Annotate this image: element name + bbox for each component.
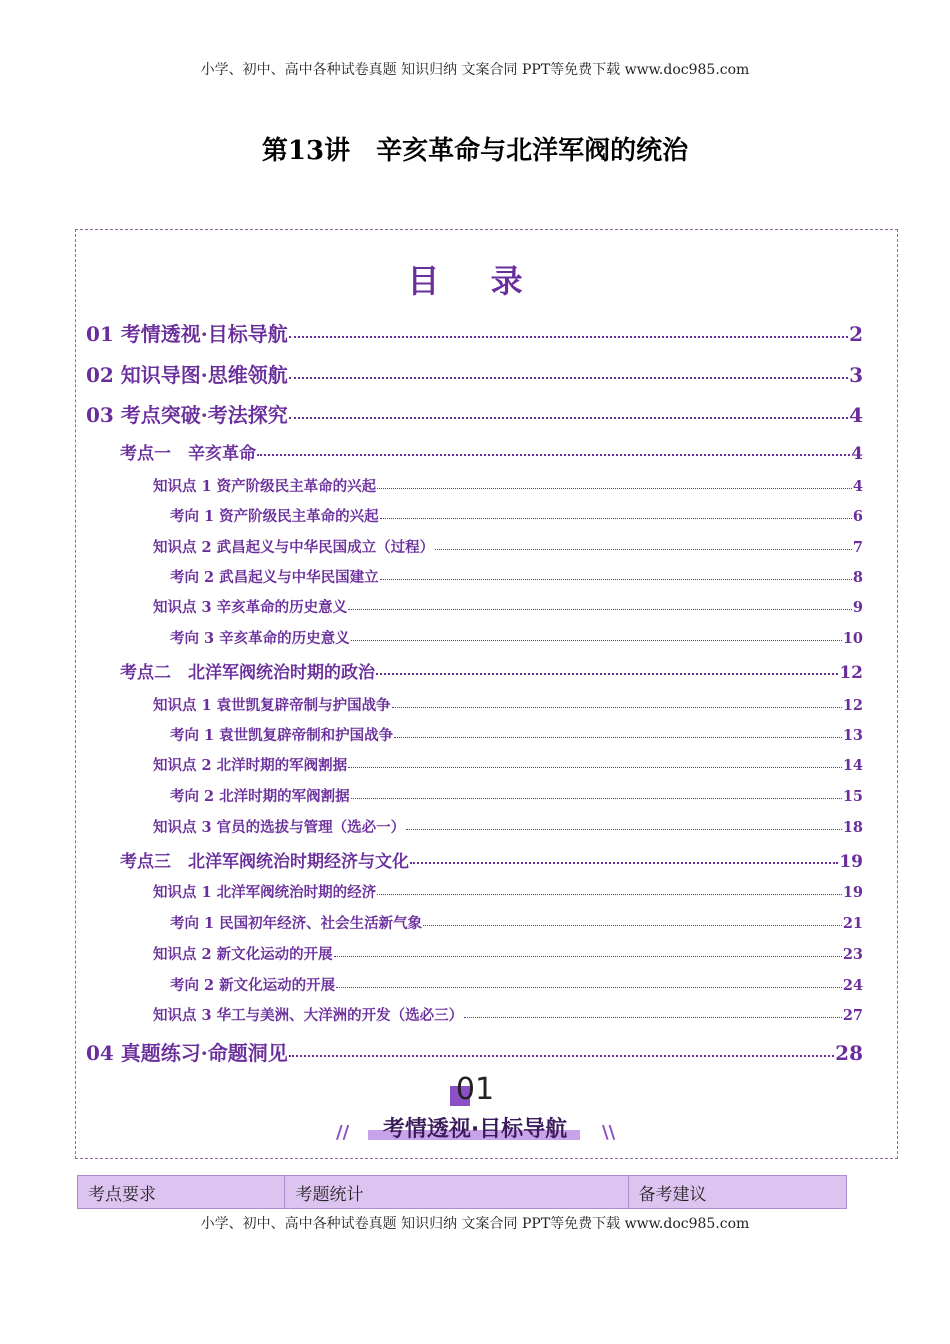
toc-entry-label: 知识点 3 华工与美洲、大洋洲的开发（选必三） [153, 1007, 464, 1024]
toc-page-number: 21 [842, 915, 863, 932]
page-footer: 小学、初中、高中各种试卷真题 知识归纳 文案合同 PPT等免费下载 www.doc985.com [200, 1216, 750, 1232]
toc-page-number: 28 [835, 1041, 863, 1065]
toc-page-number: 27 [842, 1007, 863, 1024]
toc-leader-dots [376, 673, 838, 675]
toc-entry-section-01[interactable] [86, 318, 863, 347]
toc-leader-dots [464, 1017, 842, 1018]
banner-right-slash-decoration: \\ [602, 1122, 616, 1143]
exam-table-header [77, 1175, 847, 1209]
toc-entry-zhishidian[interactable] [153, 694, 863, 715]
toc-page-number: 2 [849, 322, 863, 346]
toc-entry-label: 考点三 北洋军阀统治时期经济与文化 [120, 852, 409, 872]
toc-page-number: 7 [852, 539, 863, 556]
toc-entry-label: 知识点 2 北洋时期的军阀割据 [153, 757, 348, 774]
toc-entry-kaodian-1[interactable] [120, 439, 863, 464]
toc-entry-label: 知识点 1 北洋军阀统治时期的经济 [153, 884, 377, 901]
toc-leader-dots [406, 829, 842, 830]
toc-leader-dots [377, 488, 852, 489]
toc-entry-label: 知识点 1 袁世凯复辟帝制与护国战争 [153, 697, 391, 714]
toc-leader-dots [392, 707, 842, 708]
toc-entry-label: 考向 3 辛亥革命的历史意义 [170, 630, 350, 647]
toc-leader-dots [289, 1055, 834, 1057]
toc-leader-dots [380, 579, 852, 580]
toc-entry-kaoxiang[interactable] [170, 974, 863, 995]
toc-entry-label: 考向 1 资产阶级民主革命的兴起 [170, 508, 379, 525]
toc-entry-kaoxiang[interactable] [170, 566, 863, 587]
toc-entry-label: 01 考情透视·目标导航 [86, 322, 288, 346]
toc-entry-zhishidian[interactable] [153, 754, 863, 775]
table-header-cell: 考点要求 [78, 1176, 285, 1208]
toc-leader-dots [336, 987, 842, 988]
toc-entry-zhishidian[interactable] [153, 881, 863, 902]
page-header: 小学、初中、高中各种试卷真题 知识归纳 文案合同 PPT等免费下载 www.doc985.com [200, 62, 750, 78]
toc-entry-label: 考向 2 新文化运动的开展 [170, 977, 336, 994]
toc-entry-label: 02 知识导图·思维领航 [86, 363, 288, 387]
toc-entry-label: 04 真题练习·命题洞见 [86, 1041, 288, 1065]
toc-entry-label: 知识点 2 武昌起义与中华民国成立（过程） [153, 539, 435, 556]
toc-leader-dots [380, 518, 852, 519]
toc-entry-label: 考向 2 北洋时期的军阀割据 [170, 788, 350, 805]
toc-entry-kaoxiang[interactable] [170, 505, 863, 526]
toc-entry-section-02[interactable] [86, 359, 863, 388]
table-header-cell: 考题统计 [285, 1176, 628, 1208]
toc-page-number: 3 [849, 363, 863, 387]
toc-entry-zhishidian[interactable] [153, 816, 863, 837]
toc-page-number: 14 [842, 757, 863, 774]
toc-page-number: 24 [842, 977, 863, 994]
toc-entry-zhishidian[interactable] [153, 596, 863, 617]
document-title: 第13讲 辛亥革命与北洋军阀的统治 [261, 136, 689, 166]
toc-entry-label: 考向 1 民国初年经济、社会生活新气象 [170, 915, 423, 932]
toc-leader-dots [410, 862, 838, 864]
toc-entry-kaoxiang[interactable] [170, 912, 863, 933]
toc-title: 目 录 [407, 262, 543, 300]
toc-leader-dots [435, 549, 852, 550]
toc-leader-dots [257, 454, 850, 456]
toc-page-number: 4 [849, 403, 863, 427]
toc-page-number: 19 [839, 852, 863, 872]
toc-entry-kaodian-2[interactable] [120, 658, 863, 683]
toc-entry-label: 考向 2 武昌起义与中华民国建立 [170, 569, 379, 586]
toc-page-number: 9 [852, 599, 863, 616]
toc-page-number: 10 [842, 630, 863, 647]
toc-entry-label: 考点二 北洋军阀统治时期的政治 [120, 663, 375, 683]
toc-leader-dots [423, 925, 842, 926]
toc-entry-zhishidian[interactable] [153, 943, 863, 964]
toc-leader-dots [377, 894, 842, 895]
toc-leader-dots [351, 798, 842, 799]
toc-leader-dots [394, 737, 842, 738]
toc-page-number: 12 [842, 697, 863, 714]
toc-entry-label: 考点一 辛亥革命 [120, 444, 256, 464]
toc-entry-kaoxiang[interactable] [170, 724, 863, 745]
toc-entry-label: 03 考点突破·考法探究 [86, 403, 288, 427]
toc-page-number: 4 [851, 444, 863, 464]
toc-page-number: 12 [839, 663, 863, 683]
toc-entry-zhishidian[interactable] [153, 536, 863, 557]
toc-page-number: 8 [852, 569, 863, 586]
toc-page-number: 19 [842, 884, 863, 901]
banner-left-slash-decoration: // [336, 1122, 350, 1143]
toc-leader-dots [289, 336, 848, 338]
toc-entry-kaoxiang[interactable] [170, 627, 863, 648]
toc-entry-label: 考向 1 袁世凯复辟帝制和护国战争 [170, 727, 394, 744]
banner-number: 01 [455, 1072, 495, 1107]
toc-entry-label: 知识点 3 官员的选拔与管理（选必一） [153, 819, 406, 836]
toc-entry-kaoxiang[interactable] [170, 785, 863, 806]
toc-page-number: 13 [842, 727, 863, 744]
toc-entry-zhishidian[interactable] [153, 1004, 863, 1025]
toc-entry-section-03[interactable] [86, 399, 863, 428]
toc-leader-dots [348, 767, 842, 768]
toc-leader-dots [289, 377, 848, 379]
section-banner [330, 1072, 620, 1152]
toc-leader-dots [289, 417, 848, 419]
toc-leader-dots [348, 609, 852, 610]
toc-leader-dots [334, 956, 842, 957]
toc-entry-section-04[interactable] [86, 1037, 863, 1066]
toc-page-number: 6 [852, 508, 863, 525]
toc-page-number: 23 [842, 946, 863, 963]
toc-page-number: 15 [842, 788, 863, 805]
toc-entry-label: 知识点 1 资产阶级民主革命的兴起 [153, 478, 377, 495]
toc-entry-kaodian-3[interactable] [120, 847, 863, 872]
toc-page-number: 4 [852, 478, 863, 495]
toc-entry-zhishidian[interactable] [153, 475, 863, 496]
banner-title: 考情透视·目标导航 [382, 1117, 568, 1142]
toc-page-number: 18 [842, 819, 863, 836]
toc-entry-label: 知识点 2 新文化运动的开展 [153, 946, 333, 963]
toc-entry-label: 知识点 3 辛亥革命的历史意义 [153, 599, 348, 616]
toc-leader-dots [351, 640, 842, 641]
table-header-cell: 备考建议 [638, 1185, 707, 1205]
